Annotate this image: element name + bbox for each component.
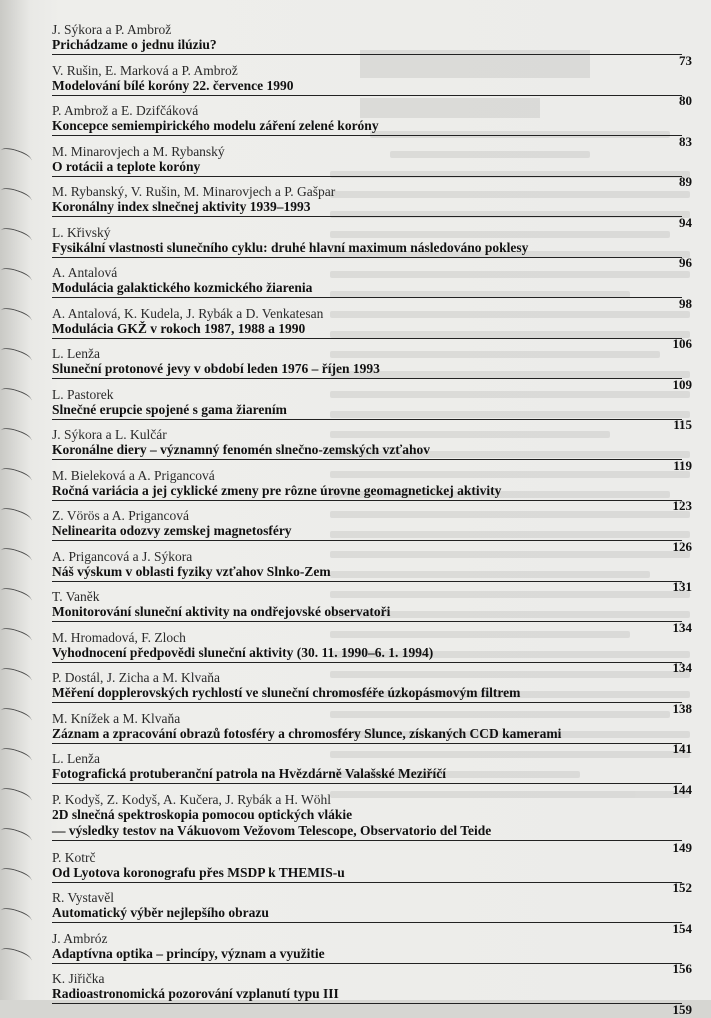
entry-page-number: 134 <box>672 660 692 675</box>
entry-page-number: 159 <box>672 1001 692 1017</box>
entry-underline <box>52 783 682 784</box>
table-of-contents <box>52 22 692 1017</box>
entry-page-number: 96 <box>679 255 692 270</box>
entry-page-number: 149 <box>672 839 692 855</box>
toc-entry <box>52 22 692 68</box>
entry-authors: A. Antalová, K. Kudela, J. Rybák a D. Venkatesan <box>52 305 324 321</box>
toc-entry <box>52 103 692 149</box>
entry-title: O rotácii a teplote koróny <box>52 158 201 174</box>
entry-underline <box>52 216 682 217</box>
entry-title: Slnečné erupcie spojené s gama žiarením <box>52 401 287 417</box>
entry-underline <box>52 743 682 744</box>
entry-page-number: 134 <box>672 619 692 635</box>
entry-title-row <box>52 159 692 175</box>
entry-title-row <box>52 402 692 418</box>
entry-title: Od Lyotova koronografu přes MSDP k THEMIS-u <box>52 864 345 880</box>
entry-title-row <box>52 37 692 53</box>
toc-entry <box>52 670 692 716</box>
entry-title: Prichádzame o jednu ilúziu? <box>52 37 217 52</box>
entry-title: Radioastronomická pozorování vzplanutí typu III <box>52 986 339 1001</box>
entry-authors: P. Kotrč <box>52 849 96 865</box>
entry-title: Nelinearita odozvy zemskej magnetosféry <box>52 523 292 538</box>
entry-underline <box>52 581 682 582</box>
entry-title-row <box>52 280 692 296</box>
toc-entry <box>52 629 692 675</box>
entry-authors: P. Dostál, J. Zicha a M. Klvaňa <box>52 670 220 685</box>
page-edge-marks <box>0 150 40 1000</box>
toc-entry <box>52 930 692 976</box>
entry-underline <box>52 54 682 55</box>
entry-title-row <box>52 766 692 782</box>
entry-title-row <box>52 483 692 499</box>
entry-title: Fysikální vlastnosti slunečního cyklu: druhé hlavní maximum následováno poklesy <box>52 239 529 255</box>
entry-title-row <box>52 118 692 134</box>
entry-authors: T. Vaněk <box>52 589 100 604</box>
entry-authors: J. Sýkora a L. Kulčár <box>52 427 167 442</box>
toc-entry <box>52 265 692 311</box>
entry-title-row <box>52 726 692 742</box>
entry-page-number: 144 <box>672 781 692 797</box>
entry-underline <box>52 176 682 177</box>
entry-title: Záznam a zpracování obrazů fotosféry a chromosféry Slunce, získaných CCD kamerami <box>52 725 562 741</box>
entry-title: Modelování bílé koróny 22. července 1990 <box>52 77 294 93</box>
entry-page-number: 73 <box>679 52 692 68</box>
entry-title-row <box>52 361 692 377</box>
entry-underline <box>52 840 682 841</box>
entry-title-row <box>52 946 692 962</box>
entry-title-row <box>52 321 692 337</box>
entry-authors: Z. Vörös a A. Prigancová <box>52 508 189 523</box>
toc-entry <box>52 224 692 270</box>
entry-authors: J. Sýkora a P. Ambrož <box>52 22 172 37</box>
toc-entry <box>52 849 692 895</box>
entry-authors: M. Knížek a M. Klvaňa <box>52 710 181 726</box>
entry-title-row <box>52 645 692 661</box>
entry-authors: A. Prigancová a J. Sýkora <box>52 548 193 564</box>
entry-title-row <box>52 199 692 215</box>
entry-title: Náš výskum v oblasti fyziky vzťahov Slnko-Zem <box>52 563 331 579</box>
entry-page-number: 156 <box>672 961 692 976</box>
entry-page-number: 115 <box>673 417 692 432</box>
entry-underline <box>52 500 682 501</box>
toc-entry <box>52 751 692 797</box>
entry-authors: R. Vystavěl <box>52 890 115 905</box>
toc-entry <box>52 427 692 473</box>
entry-page-number: 123 <box>672 498 692 513</box>
toc-entry <box>52 890 692 936</box>
entry-underline <box>52 95 682 96</box>
entry-underline <box>52 702 682 703</box>
toc-entry <box>52 184 692 230</box>
entry-authors: L. Lenža <box>52 346 100 361</box>
entry-underline <box>52 922 682 923</box>
entry-page-number: 89 <box>679 174 692 189</box>
toc-entry <box>52 386 692 432</box>
toc-entry <box>52 143 692 189</box>
entry-title-row <box>52 807 692 839</box>
entry-underline <box>52 459 682 460</box>
entry-title-row <box>52 564 692 580</box>
entry-title-row <box>52 604 692 620</box>
entry-page-number: 94 <box>679 214 692 230</box>
toc-entry <box>52 346 692 392</box>
entry-underline <box>52 135 682 136</box>
entry-page-number: 109 <box>672 376 692 392</box>
entry-authors: L. Lenža <box>52 751 100 766</box>
entry-title: Sluneční protonové jevy v období leden 1976 – říjen 1993 <box>52 361 380 376</box>
toc-entry <box>52 710 692 756</box>
entry-underline <box>52 1003 682 1004</box>
toc-entry <box>52 62 692 108</box>
entry-title: Monitorování sluneční aktivity na ondřejovské observatoři <box>52 604 391 619</box>
entry-authors: M. Rybanský, V. Rušin, M. Minarovjech a P. Gašpar <box>52 184 336 199</box>
entry-underline <box>52 257 682 258</box>
entry-authors: M. Hromadová, F. Zloch <box>52 629 186 645</box>
entry-title-row <box>52 986 692 1002</box>
entry-underline <box>52 338 682 339</box>
entry-title-row <box>52 905 692 921</box>
toc-entry <box>52 548 692 594</box>
entry-page-number: 138 <box>672 700 692 716</box>
toc-entry <box>52 589 692 635</box>
entry-underline <box>52 297 682 298</box>
toc-entry <box>52 508 692 554</box>
entry-authors: M. Minarovjech a M. Rybanský <box>52 143 225 159</box>
entry-underline <box>52 419 682 420</box>
entry-authors: P. Kodyš, Z. Kodyš, A. Kučera, J. Rybák a H. Wöhl <box>52 791 331 807</box>
entry-title: Koncepce semiempirického modelu záření zelené koróny <box>52 118 379 133</box>
entry-title-row <box>52 240 692 256</box>
entry-title-row <box>52 523 692 539</box>
entry-authors: P. Ambrož a E. Dzifčáková <box>52 103 199 118</box>
entry-page-number: 152 <box>672 880 692 895</box>
entry-title: Fotografická protuberanční patrola na Hvězdárně Valašské Meziříčí <box>52 766 446 781</box>
entry-underline <box>52 540 682 541</box>
entry-authors: L. Pastorek <box>52 386 114 402</box>
entry-page-number: 119 <box>673 457 692 473</box>
toc-entry <box>52 305 692 351</box>
entry-underline <box>52 378 682 379</box>
entry-title: 2D slnečná spektroskopia pomocou optických vlákie — výsledky testov na Vákuovom Vežovom Telescope, Observatorio del Teide <box>52 806 492 838</box>
entry-page-number: 131 <box>672 579 692 594</box>
entry-authors: K. Jiřička <box>52 971 105 986</box>
entry-page-number: 80 <box>679 93 692 108</box>
entry-page-number: 126 <box>672 538 692 554</box>
toc-entry <box>52 467 692 513</box>
entry-title: Automatický výběr nejlepšího obrazu <box>52 905 269 920</box>
entry-page-number: 154 <box>672 920 692 936</box>
entry-authors: J. Ambróz <box>52 930 108 946</box>
entry-title-row <box>52 685 692 701</box>
entry-title-row <box>52 78 692 94</box>
entry-authors: L. Křivský <box>52 224 111 240</box>
entry-title: Vyhodnocení předpovědi sluneční aktivity (30. 11. 1990–6. 1. 1994) <box>52 644 434 660</box>
entry-underline <box>52 621 682 622</box>
entry-underline <box>52 963 682 964</box>
entry-authors: V. Rušin, E. Marková a P. Ambrož <box>52 62 238 78</box>
entry-title: Ročná variácia a jej cyklické zmeny pre rôzne úrovne geomagnetickej aktivity <box>52 482 502 498</box>
toc-entry <box>52 791 692 855</box>
entry-title: Adaptívna optika – princípy, význam a využitie <box>52 945 325 961</box>
entry-underline <box>52 882 682 883</box>
entry-title: Koronálny index slnečnej aktivity 1939–1993 <box>52 199 311 214</box>
entry-title: Modulácia GKŽ v rokoch 1987, 1988 a 1990 <box>52 320 306 336</box>
entry-underline <box>52 662 682 663</box>
entry-page-number: 98 <box>679 295 692 311</box>
entry-title-row <box>52 442 692 458</box>
entry-title-row <box>52 865 692 881</box>
entry-authors: A. Antalová <box>52 265 118 280</box>
entry-page-number: 83 <box>679 133 692 149</box>
entry-title: Modulácia galaktického kozmického žiarenia <box>52 280 313 295</box>
entry-title: Koronálne diery – významný fenomén slnečno-zemských vzťahov <box>52 442 431 457</box>
entry-title: Měření dopplerovských rychlostí ve sluneční chromosféře úzkopásmovým filtrem <box>52 685 521 700</box>
entry-authors: M. Bieleková a A. Prigancová <box>52 467 215 483</box>
entry-page-number: 106 <box>672 336 692 351</box>
toc-entry <box>52 971 692 1017</box>
entry-page-number: 141 <box>672 741 692 756</box>
